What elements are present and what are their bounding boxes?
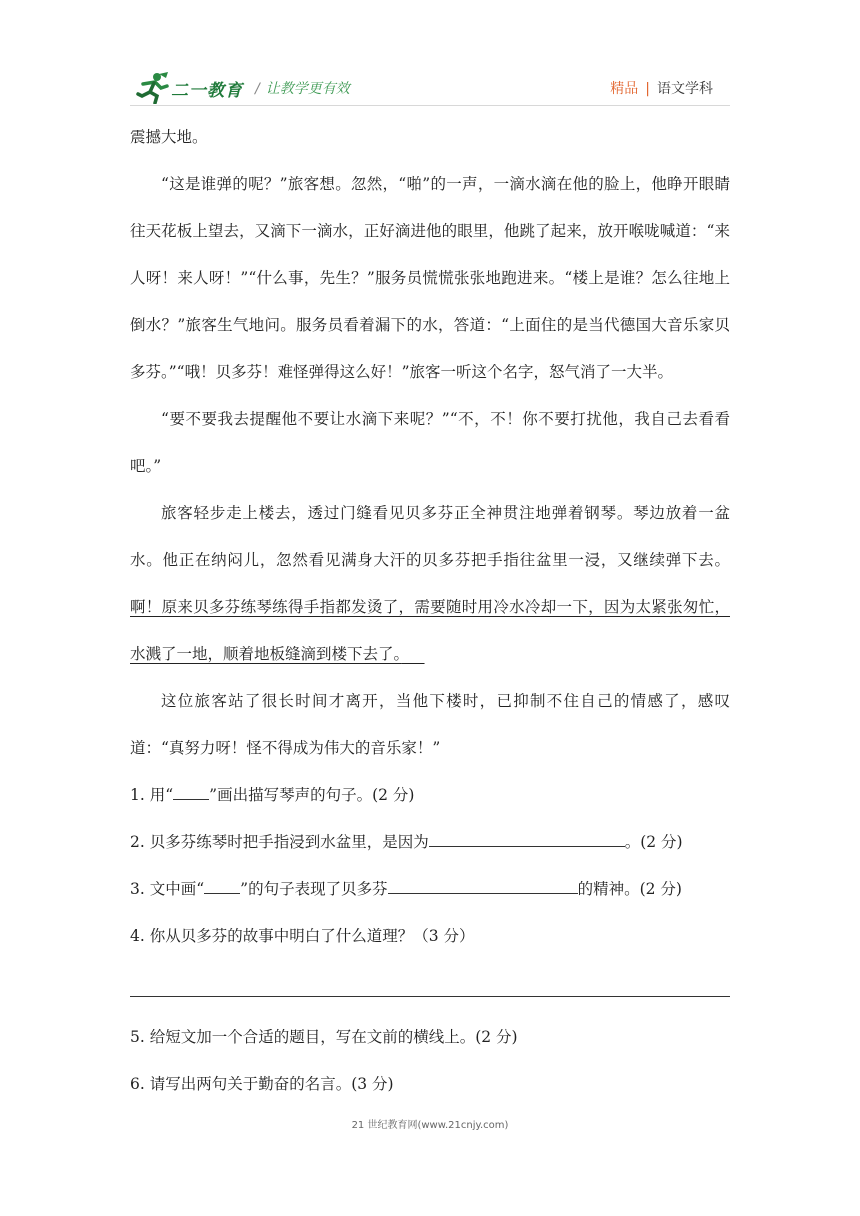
passage-paragraph-2: “这是谁弹的呢？”旅客想。忽然，“啪”的一声，一滴水滴在他的脸上，他睁开眼睛往天花板上望去，又滴下一滴水，正好滴进他的眼里，他跳了起来，放开喉咙喊道：“来人呀！来人呀！”“什么事，先生？”服务员慌慌张张地跑进来。“楼上是谁？怎么往地上倒水？”旅客生气地问。服务员看着漏下的水，答道：“上面住的是当代德国大音乐家贝多芬。”“哦！贝多芬！难怪弹得这么好！”旅客一听这个名字，怒气消了一大半。 <box>130 175 730 381</box>
question-1-text-b: ”画出描写琴声的句子。(2 分) <box>209 786 415 804</box>
passage-paragraph-1: 震撼大地。 <box>130 128 208 146</box>
question-4-answer-line[interactable] <box>130 996 730 997</box>
question-3-mark-blank <box>204 877 240 894</box>
question-3-text-b: ”的句子表现了贝多芬 <box>240 880 388 898</box>
question-3-text-c: 的精神。(2 分) <box>577 880 682 898</box>
underline-tail <box>401 645 424 663</box>
brand-logo <box>135 72 247 104</box>
passage-paragraph-4 <box>130 490 730 678</box>
header-separator: | <box>645 81 650 97</box>
page-footer: 21 世纪教育网(www.21cnjy.com) <box>351 1120 509 1131</box>
underlined-sentence: 啊！原来贝多芬练琴练得手指都发烫了，需要随时用冷水冷却一下，因为太紧张匆忙，水溅了一地，顺着地板缝滴到楼下去了。 <box>130 598 730 663</box>
question-1 <box>130 772 730 819</box>
question-2 <box>130 819 730 866</box>
document-body <box>130 114 730 1108</box>
paragraph-4-text: 旅客轻步走上楼去，透过门缝看见贝多芬正全神贯注地弹着钢琴。琴边放着一盆水。他正在纳闷儿，忽然看见满身大汗的贝多芬把手指往盆里一浸，又继续弹下去。 <box>130 504 730 569</box>
quality-label: 精品 <box>610 81 639 97</box>
question-4: 4. 你从贝多芬的故事中明白了什么道理？（3 分） <box>130 927 475 945</box>
page-header <box>0 0 860 120</box>
logo-text: 二一教育 <box>171 81 243 101</box>
question-2-text-b: 。(2 分) <box>624 833 683 851</box>
question-3-text-a: 3. 文中画“ <box>130 880 205 898</box>
runner-logo-icon <box>135 72 171 104</box>
subject-label: 语文学科 <box>657 81 713 97</box>
question-5: 5. 给短文加一个合适的题目，写在文前的横线上。(2 分) <box>130 1028 518 1046</box>
passage-paragraph-3: “要不要我去提醒他不要让水滴下来呢？”“不，不！你不要打扰他，我自己去看看吧。” <box>130 410 730 475</box>
question-1-mark-blank <box>173 783 209 800</box>
slogan <box>255 78 350 98</box>
question-3 <box>130 866 730 913</box>
answer-spacer <box>130 960 730 988</box>
question-1-text-a: 1. 用“ <box>130 786 174 804</box>
question-3-answer-blank[interactable] <box>388 877 578 894</box>
slogan-text: 让教学更有效 <box>265 81 350 97</box>
header-tags <box>610 78 713 98</box>
question-2-text-a: 2. 贝多芬练琴时把手指浸到水盆里，是因为 <box>130 833 429 851</box>
question-6: 6. 请写出两句关于勤奋的名言。(3 分) <box>130 1075 394 1093</box>
question-2-answer-blank[interactable] <box>429 830 625 847</box>
slogan-divider: / <box>255 81 260 97</box>
header-divider <box>130 105 730 106</box>
passage-paragraph-5: 这位旅客站了很长时间才离开，当他下楼时，已抑制不住自己的情感了，感叹道：“真努力呀！怪不得成为伟大的音乐家！” <box>130 692 730 757</box>
